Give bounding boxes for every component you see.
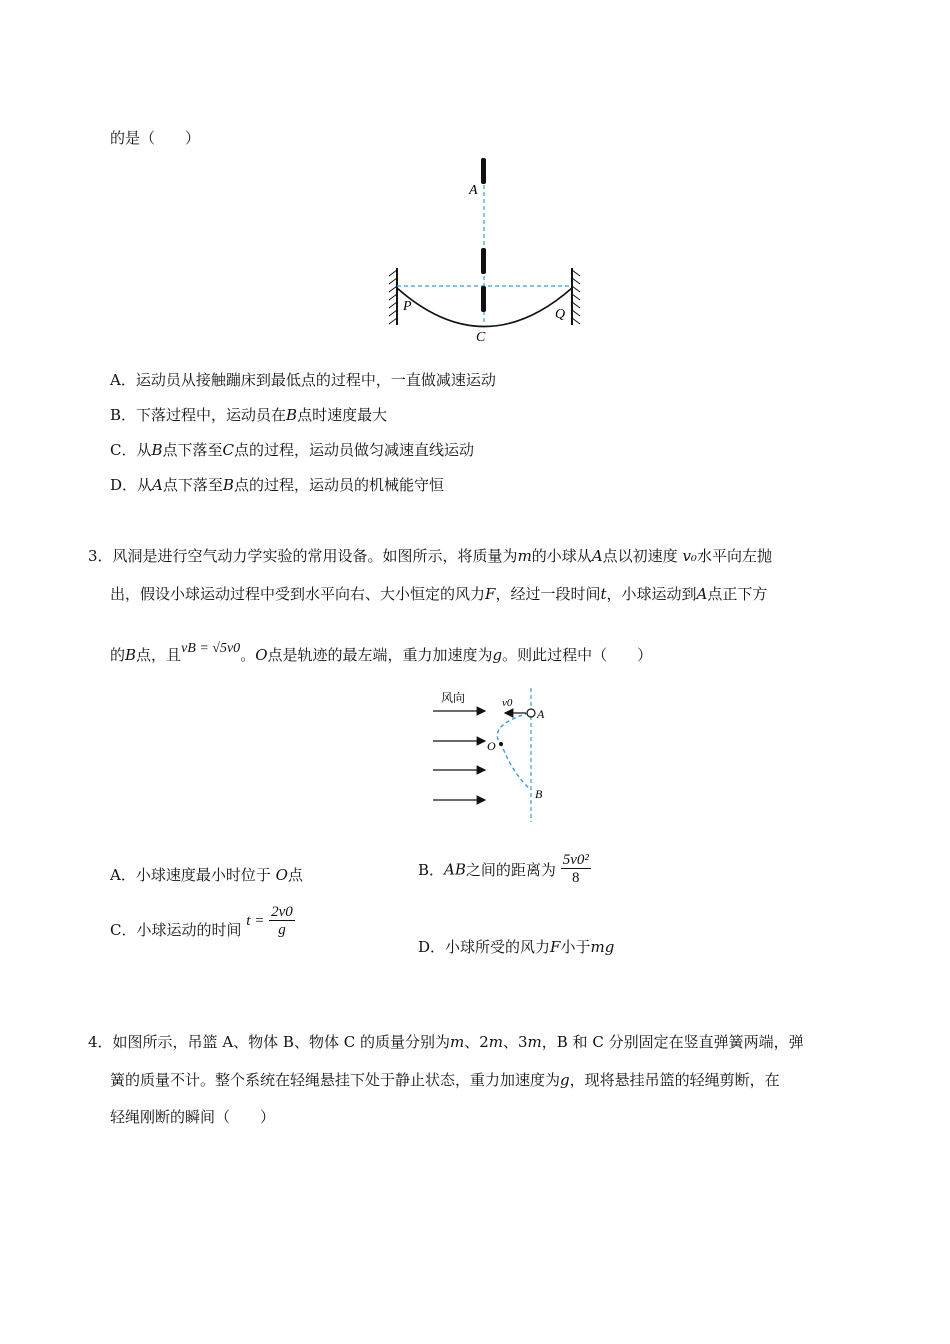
label-O: O <box>487 739 496 753</box>
q3-option-b[interactable]: B．AB之间的距离为 $\frac{\text{5v0²}}{8}$ <box>418 852 589 886</box>
trampoline-figure <box>385 150 585 350</box>
q3-line-3: 的B点，且vB = √5v0。O点是轨迹的最左端，重力加速度为g。则此过程中（ ） <box>110 641 653 664</box>
q2-stem-tail: 的是（ ） <box>110 129 201 147</box>
q2-option-d[interactable]: D．从A点下落至B点的过程，运动员的机械能守恒 <box>110 476 444 494</box>
label-C: C <box>476 330 486 345</box>
wind-arrows <box>433 711 485 800</box>
time-fraction: $\frac{2v0}{g}$ <box>271 904 293 938</box>
label-A: A <box>537 707 545 721</box>
label-A: A <box>469 183 478 198</box>
q2-option-a[interactable]: A．运动员从接触蹦床到最低点的过程中，一直做减速运动 <box>110 371 496 389</box>
q2-option-b[interactable]: B．下落过程中，运动员在B点时速度最大 <box>110 406 388 424</box>
q4-line-3: 轻绳刚断的瞬间（ ） <box>110 1108 276 1126</box>
vb-formula: vB = √5v0 <box>181 641 241 656</box>
label-v0: v0 <box>502 697 513 709</box>
q3-option-c[interactable]: C．小球运动的时间 t = $\frac{2v0}{g}$ <box>110 904 293 939</box>
q3-line-1: 3．风洞是进行空气动力学实验的常用设备。如图所示，将质量为m的小球从A点以初速度 v₀水平向左抛 <box>88 547 772 565</box>
q3-line-2: 出，假设小球运动过程中受到水平向右、大小恒定的风力F，经过一段时间t，小球运动到A点正下方 <box>110 585 768 603</box>
wind-tunnel-figure <box>425 686 565 826</box>
ball-icon <box>527 709 535 717</box>
q4-line-1: 4．如图所示，吊篮 A、物体 B、物体 C 的质量分别为m、2m、3m，B 和 C 分别固定在竖直弹簧两端，弹 <box>88 1033 804 1051</box>
label-B: B <box>535 787 543 801</box>
q3-option-d[interactable]: D．小球所受的风力F小于mg <box>418 938 615 956</box>
q3-option-a[interactable]: A．小球速度最小时位于 O点 <box>110 866 303 884</box>
distance-fraction: $\frac{\text{5v0²}}{8}$ <box>562 852 589 886</box>
label-P: P <box>403 299 412 314</box>
label-Q: Q <box>555 307 566 322</box>
q4-line-2: 簧的质量不计。整个系统在轻绳悬挂下处于静止状态，重力加速度为g，现将悬挂吊篮的轻绳剪断，在 <box>110 1071 780 1089</box>
q2-option-c[interactable]: C．从B点下落至C点的过程，运动员做匀减速直线运动 <box>110 441 475 459</box>
wind-label: 风向 <box>441 691 466 705</box>
